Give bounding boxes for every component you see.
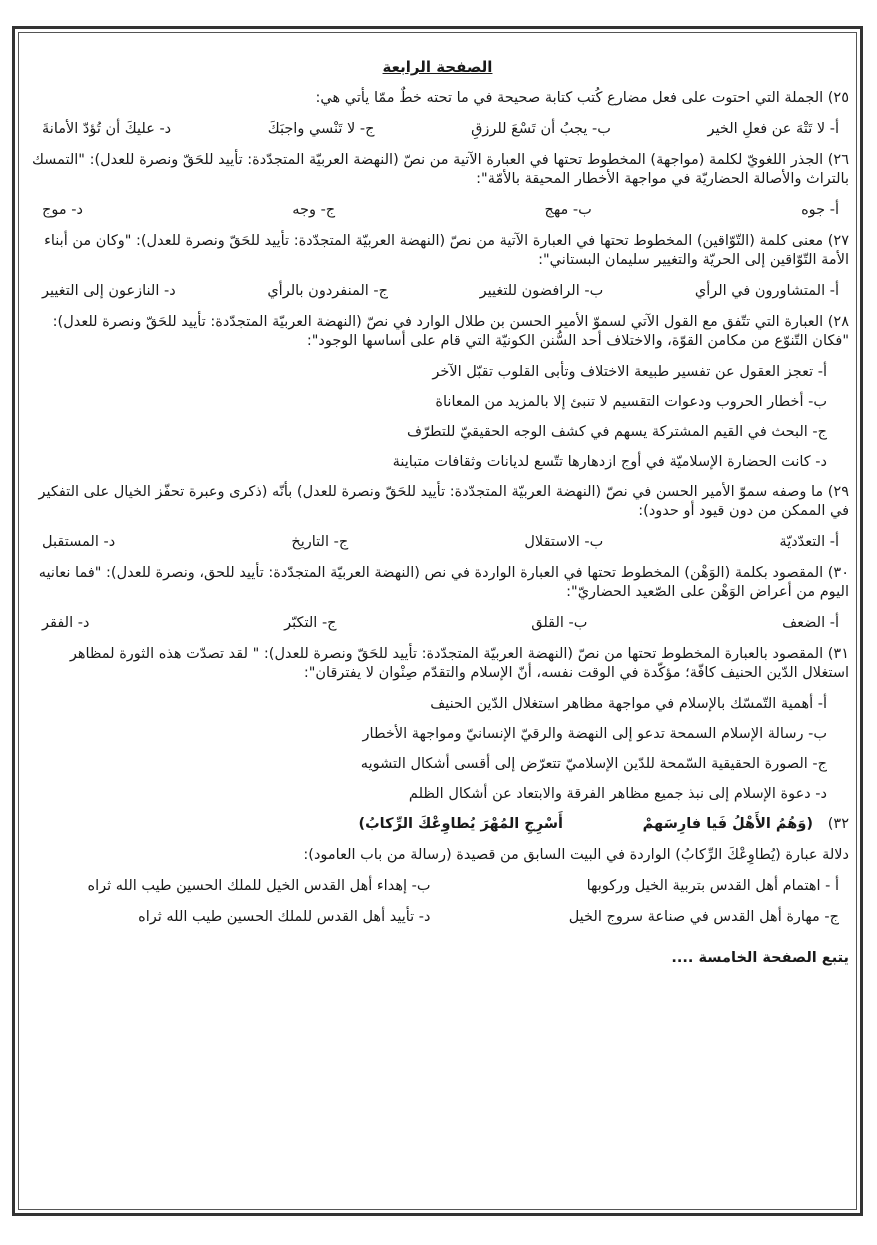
question-25 — [26, 89, 849, 139]
question-stem: ٢٩) ما وصفه سموّ الأمير الحسن في نصّ (النهضة العربيّة المتجدّدة: تأييد للحَقّ ونصرة للعدل) بأنّه (ذكرى وعبرة تحفّز الخيال على التفكير في الممكن من دون قيود أو حدود): — [38, 484, 849, 519]
option-c: ج- المنفردون بالرأي — [267, 283, 389, 299]
options-row — [42, 614, 839, 633]
question-stem: ٢٥) الجملة التي احتوت على فعل مضارع كُتب كتابة صحيحة في ما تحته خطٌ ممّا يأتي هي: — [315, 90, 849, 106]
option-d: د- كانت الحضارة الإسلاميّة في أوج ازدهارها تتّسع لديانات وثقافات متباينة — [392, 454, 827, 470]
option-a: أ - اهتمام أهل القدس بتربية الخيل وركوبها — [586, 878, 839, 894]
question-stem: ٣٠) المقصود بكلمة (الوَهْن) المخطوط تحتها في العبارة الواردة في نص (النهضة العربيّة المتجدّدة: تأييد للحق، ونصرة للعدل): "فما نعانيه اليوم من أعراض الوَهْن على الصّعيد الحضاريّ": — [38, 565, 849, 600]
question-30 — [26, 564, 849, 633]
question-31 — [26, 645, 849, 804]
option-b: ب- الاستقلال — [524, 534, 604, 550]
option-c: ج- التاريخ — [291, 534, 349, 550]
option-d: د- دعوة الإسلام إلى نبذ جميع مظاهر الفرقة والابتعاد عن أشكال الظلم — [408, 786, 827, 802]
option-a: أ- تعجز العقول عن تفسير طبيعة الاختلاف وتأبى القلوب تقبّل الآخر — [432, 364, 827, 380]
option-a: أ- المتشاورون في الرأي — [694, 283, 839, 299]
option-c: ج- التكبّر — [284, 615, 337, 631]
question-32 — [26, 815, 849, 939]
options-row — [42, 120, 839, 139]
options-row — [42, 533, 839, 552]
option-a: أ- جوه — [801, 202, 839, 218]
exam-page — [26, 58, 849, 968]
question-29 — [26, 483, 849, 552]
question-stem: ٢٨) العبارة التي تتّفق مع القول الآتي لسموّ الأمير الحسن بن طلال الوارد في نصّ (النهضة العربيّة المتجدّدة: تأييد للحَقّ ونصرة للعدل): "فكان التّنوّع من مكامن القوّة، والاختلاف أحد السُّنن الكونيّة التي قام على أساسها الوجود": — [52, 314, 849, 349]
option-c: ج- وجه — [292, 202, 336, 218]
options-row — [42, 201, 839, 220]
option-a: أ- الضعف — [782, 615, 839, 631]
option-d: د- الفقر — [42, 615, 90, 631]
option-c: ج- مهارة أهل القدس في صناعة سروج الخيل — [568, 909, 839, 925]
option-b: ب- القلق — [531, 615, 588, 631]
option-a: أ- لا تَتْهَ عن فعلِ الخير — [707, 121, 839, 137]
option-b: ب- أخطار الحروب ودعوات التقسيم لا تنبئ إلا بالمزيد من المعاناة — [435, 394, 827, 410]
option-b: ب- الرافضون للتغيير — [479, 283, 604, 299]
hemistich-first: (وَهُمُ الأَهْلُ فَيا فارِسَهمْ — [642, 816, 813, 832]
question-number: ٣٢) — [827, 816, 849, 832]
question-stem: ٢٧) معنى كلمة (التّوّاقين) المخطوط تحتها في العبارة الآتية من نصّ (النهضة العربيّة المتجدّدة: تأييد للحَقّ ونصرة للعدل): "وكان من أبناء الأمة التّوّاقين إلى الحريّة والتغيير سليمان البستاني": — [44, 233, 849, 268]
option-d: د- موج — [42, 202, 83, 218]
question-stem: دلالة عبارة (يُطاوِعْكَ الرِّكابُ) الواردة في البيت السابق من قصيدة (رسالة من باب العامود): — [303, 847, 849, 863]
option-a: أ- أهمية التّمسّك بالإسلام في مواجهة مظاهر استغلال الدّين الحنيف — [430, 696, 827, 712]
option-c: ج- البحث في القيم المشتركة يسهم في كشف الوجه الحقيقيّ للتطرّف — [406, 424, 827, 440]
page-title: الصفحة الرابعة — [382, 58, 493, 76]
option-d: د- النازعون إلى التغيير — [42, 283, 176, 299]
option-b: ب- إهداء أهل القدس الخيل للملك الحسين طيب الله ثراه — [87, 878, 431, 894]
option-b: ب- مهج — [544, 202, 592, 218]
question-stem: ٢٦) الجذر اللغويّ لكلمة (مواجهة) المخطوط تحتها في العبارة الآتية من نصّ (النهضة العربيّة المتجدّدة: تأييد للحَقّ ونصرة للعدل): "التمسك بالتراث والأصالة الحضاريّة في مواجهة الأخطار المحيقة بالأمّة": — [31, 152, 849, 187]
question-27 — [26, 232, 849, 301]
option-c: ج- الصورة الحقيقية السّمحة للدّين الإسلاميّ تتعرّض إلى أقسى أشكال التشويه — [360, 756, 827, 772]
option-d: د- تأييد أهل القدس للملك الحسين طيب الله ثراه — [138, 909, 431, 925]
options-row — [42, 282, 839, 301]
option-c: ج- لا تَنْسي واجبَكَ — [267, 121, 375, 137]
option-b: ب- رسالة الإسلام السمحة تدعو إلى النهضة والرقيّ الإنسانيّ ومواجهة الأخطار — [362, 726, 827, 742]
question-26 — [26, 151, 849, 220]
question-stem: ٣١) المقصود بالعبارة المخطوط تحتها من نصّ (النهضة العربيّة المتجدّدة: تأييد للحَقّ ونصرة للعدل): " لقد تصدّت هذه الثورة لمظاهر استغلال الدّين الحنيف كافّة؛ مؤكّدة في الوقت نفسه، أنّ الإسلام والتقدّم صِنْوان لا يفترقان": — [69, 646, 849, 681]
hemistich-second: أَسْرِجِ المُهْرَ يُطاوِعْكَ الرِّكابُ) — [358, 816, 563, 832]
option-a: أ- التعدّديّة — [779, 534, 839, 550]
options-grid — [42, 877, 839, 939]
question-28 — [26, 313, 849, 472]
options-list — [26, 695, 827, 804]
option-b: ب- يجبُ أن تَسْعَ للرزقِ — [471, 121, 611, 137]
option-d: د- المستقبل — [42, 534, 116, 550]
continue-note: يتبع الصفحة الخامسة .... — [671, 950, 849, 966]
options-list — [26, 363, 827, 472]
option-d: د- عليكَ أن تُؤدّ الأمانةَ — [42, 121, 172, 137]
poem-verse — [26, 815, 849, 834]
